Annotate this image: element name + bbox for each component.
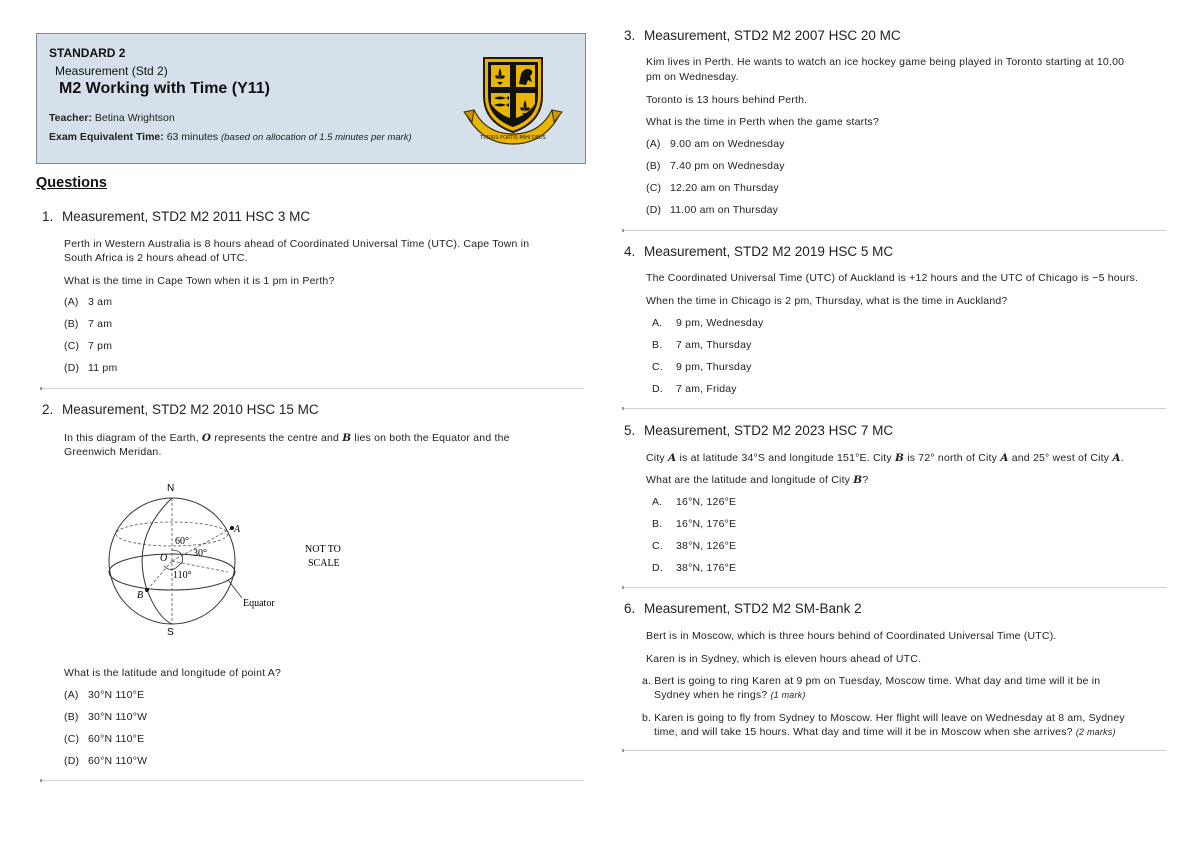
question-1-option-b [64, 318, 112, 330]
option-label: (C) [646, 182, 662, 194]
question-2-option-d [64, 755, 147, 767]
topic-label: Measurement (Std 2) [55, 64, 168, 78]
option-label: D. [652, 562, 663, 574]
city-a-label: A [1000, 452, 1009, 464]
text-span: Karen is going to fly from Sydney to Moscow. Her flight will leave on Wednesday at 8 am, Sydney [654, 712, 1125, 724]
option-label: (B) [64, 318, 79, 330]
exam-time-label: Exam Equivalent Time: [49, 131, 164, 143]
crest-motto: TURRIS FORTIS MIHI DEUS [480, 135, 546, 141]
text-span: In this diagram of the Earth, [64, 432, 199, 444]
option-label: (A) [64, 689, 79, 701]
question-5-text-line1: City A is at latitude 34°S and longitude 151°E. City B is 72° north of City A and 25° west of City A. [646, 452, 1124, 464]
option-text: 9.00 am on Wednesday [670, 138, 785, 150]
option-text: 9 pm, Wednesday [676, 317, 764, 329]
option-text: 11 pm [88, 362, 118, 374]
south-label: S [167, 627, 174, 638]
part-label: b. [642, 712, 652, 724]
option-label: (A) [64, 296, 79, 308]
question-3-text-line1: Kim lives in Perth. He wants to watch an ice hockey game being played in Toronto starting at 10.00 [646, 56, 1125, 68]
question-5-heading: Measurement, STD2 M2 2023 HSC 7 MC [644, 423, 894, 438]
earth-diagram [100, 478, 360, 638]
option-label: (C) [64, 733, 80, 745]
text-span: is at latitude 34°S and longitude 151°E. City [679, 452, 892, 464]
not-to-scale-line1: NOT TO [305, 544, 341, 555]
question-2-number: 2. [42, 402, 54, 417]
option-text: 3 am [88, 296, 113, 308]
question-2-option-b [64, 711, 147, 723]
text-span: City [646, 452, 665, 464]
option-text: 38°N, 126°E [676, 540, 737, 552]
option-label: C. [652, 540, 663, 552]
teacher-line [49, 112, 175, 124]
city-b-label: B [853, 474, 863, 486]
exam-time-note: (based on allocation of 1.5 minutes per mark) [220, 132, 412, 143]
option-text: 30°N 110°E [88, 689, 145, 701]
divider [42, 388, 584, 389]
text-span: Sydney when he rings? [654, 689, 768, 701]
question-4-title [624, 244, 893, 259]
centre-label: O [160, 553, 168, 564]
option-text: 12.20 am on Thursday [670, 182, 779, 194]
question-1-text-line2: South Africa is 2 hours ahead of UTC. [64, 252, 248, 264]
text-span: lies on both the Equator and the [354, 432, 510, 444]
question-3-text-line3: Toronto is 13 hours behind Perth. [646, 94, 808, 106]
question-4-text-line1: The Coordinated Universal Time (UTC) of Auckland is +12 hours and the UTC of Chicago is −5 hours. [646, 272, 1139, 284]
question-3-option-d [646, 204, 778, 216]
option-label: A. [652, 317, 663, 329]
question-5-prompt [646, 473, 868, 488]
question-1-option-c [64, 340, 112, 352]
not-to-scale-line2: SCALE [308, 558, 340, 569]
option-text: 16°N, 176°E [676, 518, 737, 530]
question-6-part-a [642, 674, 1100, 689]
option-label: (D) [646, 204, 662, 216]
question-4-prompt: When the time in Chicago is 2 pm, Thursday, what is the time in Auckland? [646, 295, 1008, 307]
angle-60-label: 60° [175, 536, 189, 547]
option-text: 16°N, 126°E [676, 496, 737, 508]
question-6-part-b-line2 [654, 725, 1116, 740]
question-5-option-a [652, 496, 736, 508]
option-text: 30°N 110°W [88, 711, 148, 723]
question-4-option-c [652, 361, 752, 373]
option-text: 7.40 pm on Wednesday [670, 160, 785, 172]
option-label: C. [652, 361, 663, 373]
angle-30-label: 30° [193, 548, 207, 559]
divider [42, 780, 584, 781]
north-label: N [167, 483, 175, 494]
question-3-prompt: What is the time in Perth when the game starts? [646, 116, 879, 128]
city-a-label: A [1112, 452, 1121, 464]
question-5-option-d [652, 562, 736, 574]
option-text: 9 pm, Thursday [676, 361, 752, 373]
question-3-option-b [646, 160, 785, 172]
question-1-heading: Measurement, STD2 M2 2011 HSC 3 MC [62, 209, 311, 224]
question-5-number: 5. [624, 423, 636, 438]
text-span: time, and will take 15 hours. What day and time will it be in Moscow when she arrives? [654, 726, 1073, 738]
option-label: A. [652, 496, 663, 508]
option-label: (D) [64, 755, 80, 767]
question-6-number: 6. [624, 601, 636, 616]
option-label: (A) [646, 138, 661, 150]
questions-heading: Questions [36, 175, 107, 191]
text-span: Bert is going to ring Karen at 9 pm on Tuesday, Moscow time. What day and time will it be in [654, 675, 1101, 687]
text-span: ? [862, 474, 869, 486]
question-1-option-d [64, 362, 117, 374]
header-box [36, 33, 586, 164]
option-label: D. [652, 383, 663, 395]
option-text: 60°N 110°W [88, 755, 148, 767]
option-text: 7 am, Thursday [676, 339, 752, 351]
point-b-label: B [342, 432, 352, 444]
equator-label: Equator [243, 598, 275, 609]
option-text: 7 am [88, 318, 113, 330]
question-1-number: 1. [42, 209, 54, 224]
question-3-heading: Measurement, STD2 M2 2007 HSC 20 MC [644, 28, 901, 43]
option-label: (C) [64, 340, 80, 352]
option-label: (B) [64, 711, 79, 723]
part-label: a. [642, 675, 652, 687]
option-text: 7 am, Friday [676, 383, 737, 395]
question-5-option-b [652, 518, 736, 530]
divider [624, 587, 1166, 588]
question-1-prompt: What is the time in Cape Town when it is 1 pm in Perth? [64, 275, 335, 287]
question-6-text-line1: Bert is in Moscow, which is three hours behind of Coordinated Universal Time (UTC). [646, 630, 1057, 642]
question-6-part-a-line2 [654, 688, 806, 703]
option-label: B. [652, 339, 663, 351]
option-text: 7 pm [88, 340, 113, 352]
question-4-heading: Measurement, STD2 M2 2019 HSC 5 MC [644, 244, 894, 259]
school-crest-logo [462, 52, 564, 148]
option-text: 60°N 110°E [88, 733, 145, 745]
question-2-prompt: What is the latitude and longitude of point A? [64, 667, 282, 679]
option-label: (B) [646, 160, 661, 172]
teacher-label: Teacher: [49, 112, 92, 124]
question-6-title [624, 601, 862, 616]
page-title: M2 Working with Time (Y11) [59, 80, 270, 97]
point-b-diagram-label: B [137, 590, 144, 601]
divider [624, 408, 1166, 409]
question-5-title [624, 423, 893, 438]
divider [624, 230, 1166, 231]
question-6-heading: Measurement, STD2 M2 SM-Bank 2 [644, 601, 862, 616]
exam-time-value: 63 minutes [166, 131, 219, 143]
option-text: 38°N, 176°E [676, 562, 737, 574]
question-1-text-line1: Perth in Western Australia is 8 hours ahead of Coordinated Universal Time (UTC). Cape Town in [64, 238, 530, 250]
city-a-label: A [668, 452, 677, 464]
question-3-text-line2: pm on Wednesday. [646, 71, 739, 83]
text-span: What are the latitude and longitude of City [646, 474, 851, 486]
question-2-title [42, 402, 319, 417]
question-3-option-a [646, 138, 785, 150]
question-4-option-a [652, 317, 763, 329]
mark-allocation: (2 marks) [1075, 727, 1116, 737]
question-4-option-d [652, 383, 737, 395]
question-2-option-c [64, 733, 144, 745]
question-4-number: 4. [624, 244, 636, 259]
question-6-text-line2: Karen is in Sydney, which is eleven hours ahead of UTC. [646, 653, 922, 665]
option-label: (D) [64, 362, 80, 374]
exam-time-line [49, 131, 412, 143]
question-2-text-line2: Greenwich Meridan. [64, 446, 162, 458]
question-4-option-b [652, 339, 752, 351]
question-1-title [42, 209, 310, 224]
text-span: and 25° west of City [1011, 452, 1110, 464]
city-b-label: B [895, 452, 905, 464]
teacher-name: Betina Wrightson [94, 112, 175, 124]
divider [624, 750, 1166, 751]
question-2-heading: Measurement, STD2 M2 2010 HSC 15 MC [62, 402, 319, 417]
question-1-option-a [64, 296, 112, 308]
question-2-option-a [64, 689, 144, 701]
text-span: represents the centre and [214, 432, 340, 444]
angle-110-label: 110° [173, 570, 192, 581]
question-3-number: 3. [624, 28, 636, 43]
question-2-text-line1 [64, 431, 510, 446]
standard-label: STANDARD 2 [49, 46, 126, 60]
question-6-part-b [642, 711, 1125, 726]
point-o-label: O [201, 432, 212, 444]
question-3-option-c [646, 182, 779, 194]
option-text: 11.00 am on Thursday [670, 204, 779, 216]
question-3-title [624, 28, 901, 43]
point-a-label: A [234, 524, 241, 535]
mark-allocation: (1 mark) [770, 690, 806, 700]
option-label: B. [652, 518, 663, 530]
text-span: is 72° north of City [907, 452, 998, 464]
question-5-option-c [652, 540, 736, 552]
